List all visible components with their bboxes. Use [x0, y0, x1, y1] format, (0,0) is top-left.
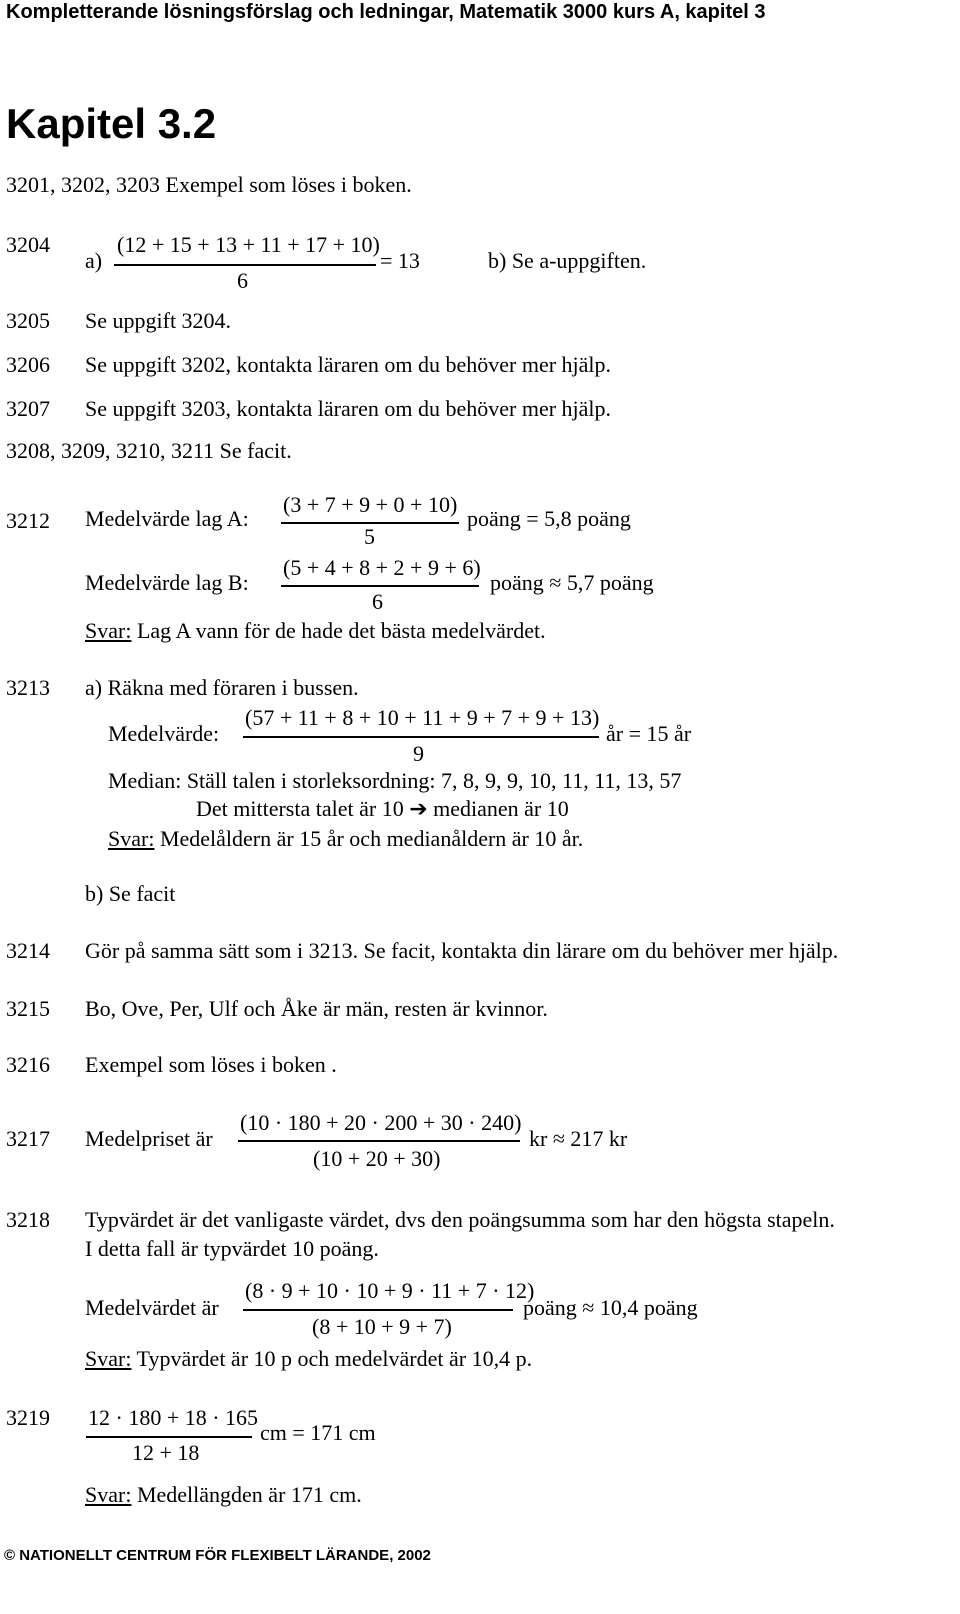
answer-label: Svar:: [85, 618, 132, 643]
problem-3206-text: Se uppgift 3202, kontakta läraren om du behöver mer hjälp.: [85, 352, 612, 377]
problem-3217-denominator: (10 + 20 + 30): [313, 1146, 441, 1171]
answer-text: Medellängden är 171 cm.: [131, 1482, 362, 1507]
problem-3213-a-text: a) Räkna med föraren i bussen.: [85, 675, 359, 700]
problem-3208-text: 3208, 3209, 3210, 3211 Se facit.: [6, 438, 292, 463]
problem-3219-answer: [85, 1482, 362, 1508]
problem-3218-result: poäng ≈ 10,4 poäng: [523, 1295, 698, 1320]
problem-3212-b-result: poäng ≈ 5,7 poäng: [490, 570, 654, 595]
problem-3217-numerator: (10 · 180 + 20 · 200 + 30 · 240): [240, 1110, 522, 1135]
answer-text: Medelåldern är 15 år och medianåldern är 10 år.: [154, 826, 584, 851]
problem-3219-denominator: 12 + 18: [132, 1440, 200, 1465]
problem-3212-answer: [85, 618, 546, 644]
problem-3218-line1: Typvärdet är det vanligaste värdet, dvs den poängsumma som har den högsta stapeln.: [85, 1207, 835, 1232]
answer-label: Svar:: [85, 1346, 132, 1371]
problem-3205-number: 3205: [6, 308, 50, 333]
problem-3213-answer: [108, 826, 583, 852]
problem-3212-a-denominator: 5: [364, 524, 375, 549]
problem-3213-median-line: Median: Ställ talen i storleksordning: 7, 8, 9, 9, 10, 11, 11, 13, 57: [108, 768, 682, 793]
answer-label: Svar:: [108, 826, 155, 851]
problem-3217-fraction-bar: [238, 1140, 520, 1142]
problem-3216-number: 3216: [6, 1052, 50, 1077]
problem-3212-a-result: poäng = 5,8 poäng: [467, 506, 631, 531]
copyright-footer: © NATIONELLT CENTRUM FÖR FLEXIBELT LÄRANDE, 2002: [4, 1547, 431, 1564]
problem-3219-number: 3219: [6, 1405, 50, 1430]
problem-3204-a-label: a): [85, 248, 103, 273]
chapter-title: Kapitel 3.2: [6, 100, 217, 147]
problem-3213-number: 3213: [6, 675, 50, 700]
problem-3219-fraction-bar: [86, 1436, 252, 1438]
problem-3212-b-numerator: (5 + 4 + 8 + 2 + 9 + 6): [283, 555, 481, 580]
problem-3212-b-label: Medelvärde lag B:: [85, 570, 249, 595]
problem-3217-result: kr ≈ 217 kr: [529, 1126, 628, 1151]
answer-text: Lag A vann för de hade det bästa medelvärdet.: [131, 618, 546, 643]
problem-3218-denominator: (8 + 10 + 9 + 7): [312, 1314, 452, 1339]
problem-3204-fraction-bar: [114, 264, 376, 266]
problem-3215-number: 3215: [6, 996, 50, 1021]
problem-3218-line2: I detta fall är typvärdet 10 poäng.: [85, 1236, 379, 1261]
problem-3204-result: = 13: [380, 248, 420, 273]
problem-3204-b-text: b) Se a-uppgiften.: [488, 248, 647, 273]
problem-3219-result: cm = 171 cm: [260, 1420, 376, 1445]
problem-3213-fraction-bar: [243, 736, 599, 738]
problem-3218-fraction-bar: [243, 1309, 513, 1311]
problem-3205-text: Se uppgift 3204.: [85, 308, 232, 333]
answer-label: Svar:: [85, 1482, 132, 1507]
problem-3206-number: 3206: [6, 352, 50, 377]
problem-3212-number: 3212: [6, 508, 50, 533]
problem-3214-text: Gör på samma sätt som i 3213. Se facit, kontakta din lärare om du behöver mer hjälp.: [85, 938, 839, 963]
problem-3212-b-fraction-bar: [281, 585, 479, 587]
problem-3218-numerator: (8 · 9 + 10 · 10 + 9 · 11 + 7 · 12): [245, 1278, 535, 1303]
problem-3218-label: Medelvärdet är: [85, 1295, 219, 1320]
problem-3213-mean-label: Medelvärde:: [108, 721, 220, 746]
problem-3212-a-numerator: (3 + 7 + 9 + 0 + 10): [283, 492, 458, 517]
problem-3214-number: 3214: [6, 938, 50, 963]
problem-3212-b-denominator: 6: [372, 589, 383, 614]
problem-3213-numerator: (57 + 11 + 8 + 10 + 11 + 9 + 7 + 9 + 13): [245, 705, 600, 730]
problem-3217-number: 3217: [6, 1126, 50, 1151]
answer-text: Typvärdet är 10 p och medelvärdet är 10,4 p.: [131, 1346, 533, 1371]
problem-3218-answer: [85, 1346, 532, 1372]
problem-3204-denominator: 6: [237, 268, 248, 293]
problem-3207-number: 3207: [6, 396, 50, 421]
problem-3215-text: Bo, Ove, Per, Ulf och Åke är män, resten är kvinnor.: [85, 996, 548, 1021]
problem-3204-numerator: (12 + 15 + 13 + 11 + 17 + 10): [117, 232, 380, 257]
problem-3212-a-label: Medelvärde lag A:: [85, 506, 249, 531]
problem-3213-result: år = 15 år: [606, 721, 692, 746]
problem-3217-label: Medelpriset är: [85, 1126, 213, 1151]
problem-3218-number: 3218: [6, 1207, 50, 1232]
problem-3213-median-result: Det mittersta talet är 10 ➔ medianen är 10: [196, 796, 569, 821]
document-header: Kompletterande lösningsförslag och ledningar, Matematik 3000 kurs A, kapitel 3: [6, 1, 766, 23]
problem-3213-denominator: 9: [413, 741, 424, 766]
problem-3204-number: 3204: [6, 232, 50, 257]
problem-3213-b-text: b) Se facit: [85, 881, 176, 906]
problem-3219-numerator: 12 · 180 + 18 · 165: [88, 1405, 259, 1430]
problem-3216-text: Exempel som löses i boken .: [85, 1052, 337, 1077]
problem-3207-text: Se uppgift 3203, kontakta läraren om du behöver mer hjälp.: [85, 396, 612, 421]
problem-3201-text: 3201, 3202, 3203 Exempel som löses i boken.: [6, 172, 412, 197]
